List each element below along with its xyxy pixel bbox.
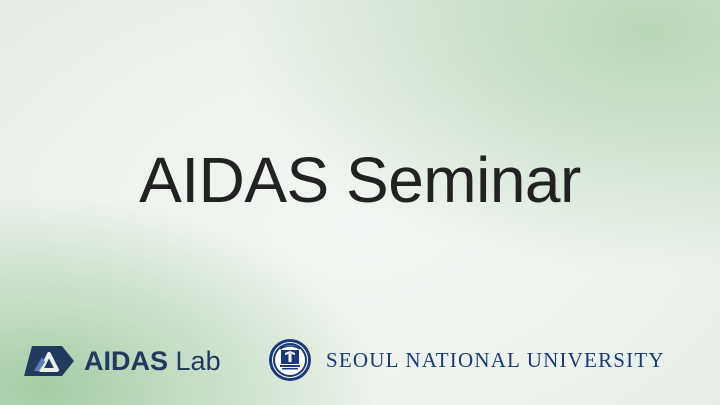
snu-logo	[268, 337, 665, 383]
aidas-name: AIDAS	[84, 346, 169, 376]
aidas-lab-logo	[22, 343, 221, 379]
slide-title: AIDAS Seminar	[139, 144, 581, 216]
aidas-mark-icon	[22, 344, 76, 378]
aidas-lab-suffix: Lab	[175, 346, 221, 376]
snu-emblem-icon	[268, 338, 312, 382]
aidas-lab-wordmark	[84, 344, 221, 378]
snu-wordmark: SEOUL NATIONAL UNIVERSITY	[326, 348, 665, 372]
